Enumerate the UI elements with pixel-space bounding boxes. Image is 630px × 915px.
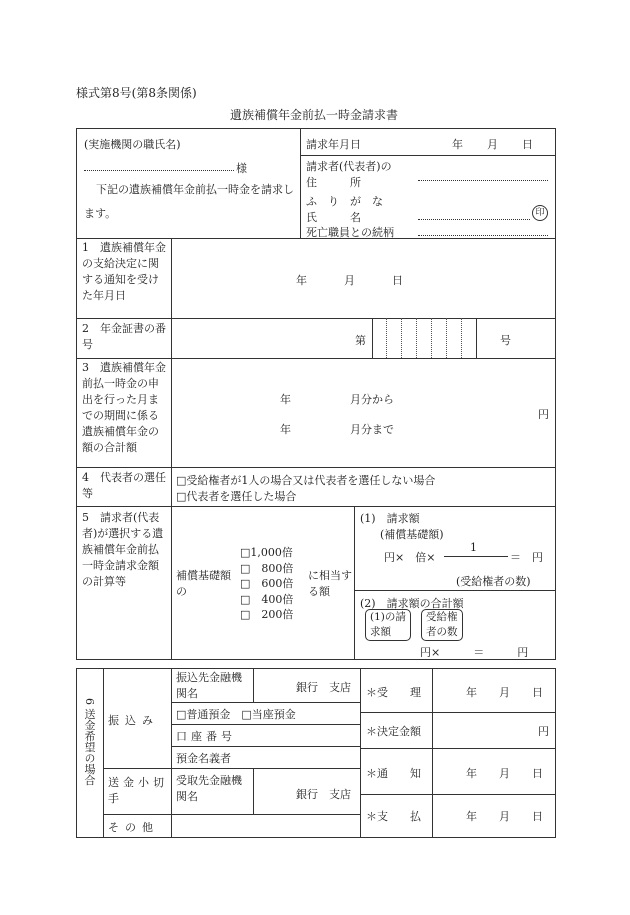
multiplier-option[interactable]: □ 600倍 xyxy=(240,577,294,590)
fraction-bar xyxy=(444,556,508,557)
equiv-label: に相当する額 xyxy=(308,569,352,598)
bank-label: 振込先金融機関名 xyxy=(176,671,242,700)
multiplier-option[interactable]: □ 400倍 xyxy=(240,592,294,606)
official-receipt-date: 年 月 日 xyxy=(466,686,543,699)
calc2-box-holders: 受給権者の数 xyxy=(426,611,458,638)
account-holder-label: 預金名義者 xyxy=(176,752,231,765)
deposit-type-options[interactable]: □普通預金 □当座預金 xyxy=(176,708,296,721)
sama-label: 様 xyxy=(236,162,247,175)
relation-field[interactable] xyxy=(418,235,548,236)
calc2-expr: 円× ＝ 円 xyxy=(420,646,529,659)
check-label: 送金小切手 xyxy=(108,776,168,805)
multiplier-option[interactable]: □1,000倍 xyxy=(240,546,293,559)
row1-month: 月 xyxy=(344,274,355,287)
row3-label: 3 遺族補償年金前払一時金の申出を行った月までの期間に係る遺族補償年金の額の合計額 xyxy=(82,361,166,454)
relation-label: 死亡職員との続柄 xyxy=(306,226,394,239)
calc1-title: (1) 請求額 xyxy=(360,512,420,525)
calc2-title: (2) 請求額の合計額 xyxy=(360,597,464,610)
row3-from-year: 年 xyxy=(280,393,291,406)
cert-go: 号 xyxy=(500,334,511,347)
date-month: 月 xyxy=(487,138,498,151)
calc1-denominator: (受給権者の数) xyxy=(456,575,531,588)
multiplier-option[interactable]: □ 800倍 xyxy=(240,561,294,575)
row5-label: 5 請求者(代表者)が選択する遺族補償年金前払一時金請求金額の計算等 xyxy=(82,511,164,588)
calc1-expr-right: ＝ 円 xyxy=(510,551,543,564)
calc2-box-claim: (1)の請求額 xyxy=(370,611,406,638)
row3-to: 月分まで xyxy=(350,423,394,436)
multiplier-options xyxy=(240,545,300,623)
form-title: 遺族補償年金前払一時金請求書 xyxy=(230,108,399,122)
row4-label: 4 代表者の選任等 xyxy=(82,471,166,500)
furigana-label: ふ り が な xyxy=(306,195,383,208)
bank-suffix[interactable]: 銀行 支店 xyxy=(296,681,351,694)
office-label: (実施機関の職氏名) xyxy=(84,138,181,151)
account-number-label: 口座番号 xyxy=(176,730,236,743)
row1-year: 年 xyxy=(296,274,307,287)
address-field[interactable] xyxy=(418,180,548,181)
calc1-numerator: 1 xyxy=(470,541,477,554)
form-number: 様式第8号(第8条関係) xyxy=(76,86,197,100)
calc1-expr-left: 円× 倍× xyxy=(384,551,436,564)
request-text: 下記の遺族補償年金前払一時金を請求します。 xyxy=(84,183,294,220)
official-receipt-label: ＊受 理 xyxy=(366,686,421,699)
receive-bank-label: 受取先金融機関名 xyxy=(176,774,242,803)
r4-option-single[interactable]: □受給権者が1人の場合又は代表者を選任しない場合 xyxy=(176,474,436,487)
office-name-line[interactable] xyxy=(84,170,234,171)
multiplier-option[interactable]: □ 200倍 xyxy=(240,608,294,621)
official-amount-yen: 円 xyxy=(538,725,549,738)
name-label: 氏 名 xyxy=(306,211,361,224)
official-notice-date: 年 月 日 xyxy=(466,767,543,780)
claimant-label: 請求者(代表者)の xyxy=(306,160,392,173)
date-year: 年 xyxy=(452,138,463,151)
row3-to-year: 年 xyxy=(280,423,291,436)
other-label: その他 xyxy=(108,821,159,834)
calc1-subtitle: (補償基礎額) xyxy=(380,528,444,541)
r4-option-representative[interactable]: □代表者を選任した場合 xyxy=(176,490,297,503)
row1-label: 1 遺族補償年金の支給決定に関する通知を受けた年月日 xyxy=(82,241,166,302)
row3-from: 月分から xyxy=(350,393,394,406)
official-notice-label: ＊通 知 xyxy=(366,767,421,780)
row1-day: 日 xyxy=(392,274,403,287)
receive-bank-suffix[interactable]: 銀行 支店 xyxy=(296,788,351,801)
name-field[interactable] xyxy=(418,219,530,220)
official-payment-date: 年 月 日 xyxy=(466,810,543,823)
official-payment-label: ＊支 払 xyxy=(366,810,421,823)
transfer-label: 振込み xyxy=(108,714,159,727)
row2-label: 2 年金証書の番号 xyxy=(82,322,166,351)
address-label: 住 所 xyxy=(306,176,361,189)
row3-yen: 円 xyxy=(538,408,549,421)
request-date-label: 請求年月日 xyxy=(306,138,361,151)
section6-label: 6 送金希望の場合 xyxy=(83,698,96,786)
date-day: 日 xyxy=(522,138,533,151)
base-amount-label: 補償基礎額の xyxy=(176,569,231,598)
official-amount-label: ＊決定金額 xyxy=(366,725,421,738)
cert-dai: 第 xyxy=(355,334,366,347)
seal-mark: 印 xyxy=(532,205,548,221)
